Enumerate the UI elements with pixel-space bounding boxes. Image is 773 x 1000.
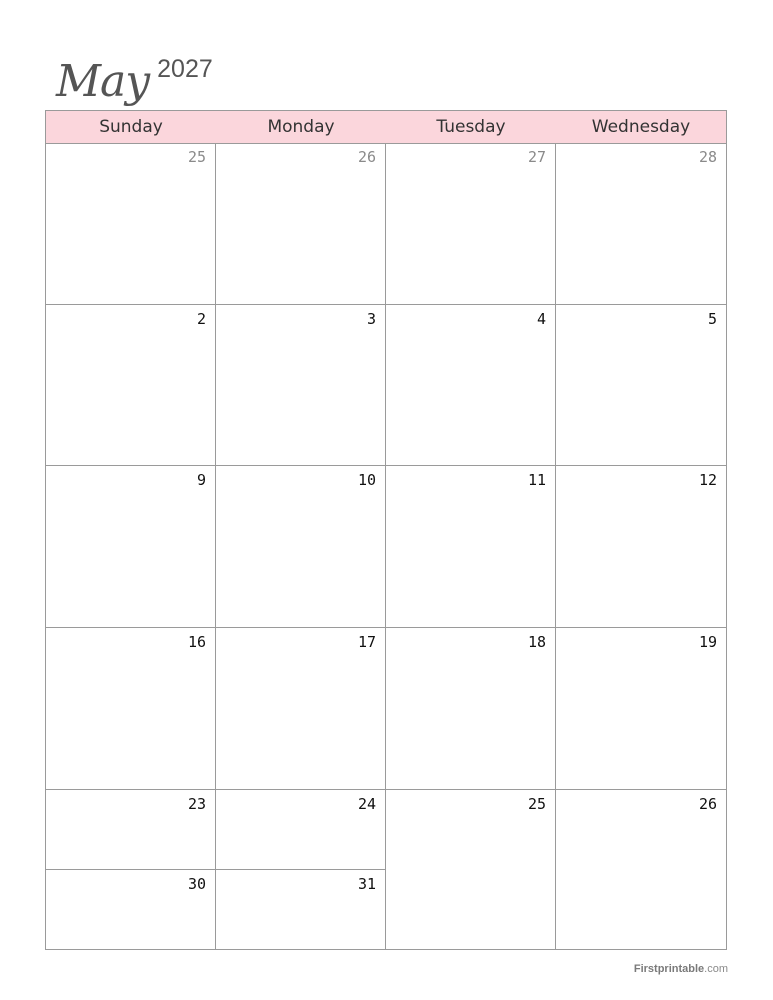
day-number: 26: [357, 148, 376, 166]
day-number: 12: [698, 471, 717, 489]
calendar-grid: [45, 110, 727, 950]
day-cell[interactable]: [386, 305, 556, 466]
day-number: 23: [187, 795, 206, 813]
day-cell[interactable]: [386, 143, 556, 305]
day-number: 16: [187, 633, 206, 651]
day-number: 18: [527, 633, 546, 651]
month-name: May: [56, 56, 150, 107]
day-number: 19: [698, 633, 717, 651]
day-cell[interactable]: [556, 790, 726, 949]
weekday-monday: Monday: [267, 117, 335, 137]
year-label: 2027: [157, 55, 213, 83]
calendar-title: [56, 40, 213, 107]
day-cell[interactable]: [216, 790, 386, 870]
brand-suffix: .com: [704, 963, 728, 975]
day-number: 30: [187, 875, 206, 893]
day-number: 10: [357, 471, 376, 489]
day-cell[interactable]: [216, 870, 386, 949]
day-cell[interactable]: [46, 143, 216, 305]
day-number: 26: [698, 795, 717, 813]
brand-watermark: [634, 963, 728, 975]
day-cell[interactable]: [216, 628, 386, 790]
day-cell[interactable]: [556, 143, 726, 305]
day-cell[interactable]: [46, 466, 216, 628]
day-cell[interactable]: [46, 870, 216, 949]
day-number: 11: [527, 471, 546, 489]
day-cell[interactable]: [216, 466, 386, 628]
day-cell[interactable]: [556, 628, 726, 790]
weekday-sunday: Sunday: [99, 117, 163, 137]
day-number: 3: [366, 310, 376, 328]
day-cell[interactable]: [386, 466, 556, 628]
day-number: 4: [536, 310, 546, 328]
day-cell[interactable]: [556, 305, 726, 466]
day-cell[interactable]: [46, 305, 216, 466]
day-cell[interactable]: [46, 628, 216, 790]
day-number: 17: [357, 633, 376, 651]
day-number: 31: [357, 875, 376, 893]
day-cell[interactable]: [386, 790, 556, 949]
day-number: 24: [357, 795, 376, 813]
day-number: 9: [196, 471, 206, 489]
day-number: 5: [707, 310, 717, 328]
day-cell[interactable]: [46, 790, 216, 870]
day-number: 25: [527, 795, 546, 813]
brand-name: Firstprintable: [633, 963, 705, 975]
day-cell[interactable]: [386, 628, 556, 790]
weekday-header: [46, 111, 726, 144]
day-cell[interactable]: [556, 466, 726, 628]
day-cell[interactable]: [216, 305, 386, 466]
day-number: 27: [527, 148, 546, 166]
weekday-tuesday: Tuesday: [436, 117, 506, 137]
weekday-wednesday: Wednesday: [591, 117, 691, 137]
day-cell[interactable]: [216, 143, 386, 305]
day-number: 25: [187, 148, 206, 166]
day-number: 28: [698, 148, 717, 166]
day-number: 2: [196, 310, 206, 328]
